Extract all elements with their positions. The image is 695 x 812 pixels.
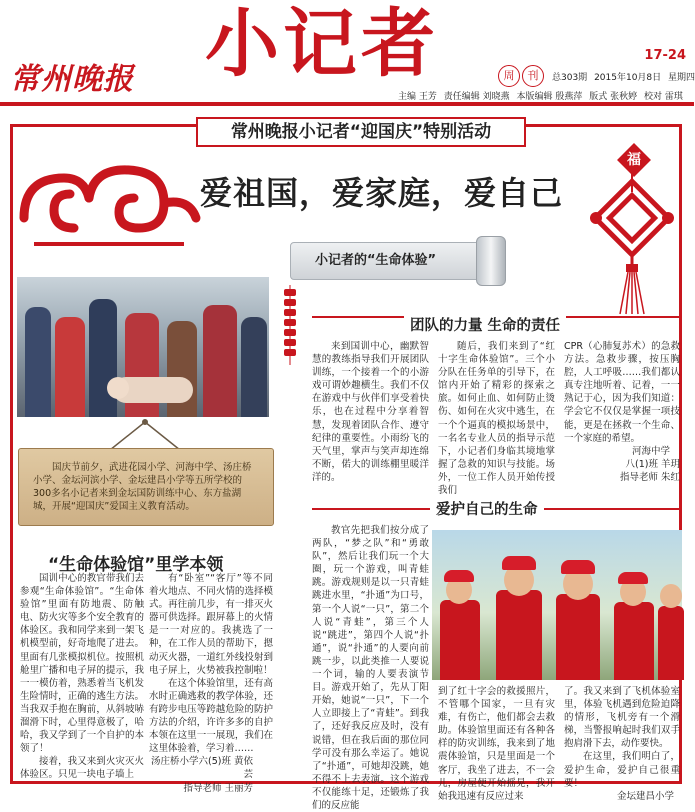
teacher-signature: 指导老师 朱红	[619, 471, 680, 483]
paper-name: 常州晚报	[10, 62, 134, 97]
left-article-column-1	[20, 572, 144, 781]
issue-weekday: 星期四	[668, 73, 695, 83]
firecracker-icon	[282, 285, 298, 365]
paragraph: 来到国训中心，幽默智慧的教练指导我们开展团队训练，一个接着一个的小游戏可谓妙趣横生。我们不仅在游戏中与伙伴们享受着快乐，也在过程中分享着智慧，发现着团队合作、遵守纪律的重要性。小雨纷飞的天气里，掌声与笑声却连绵不断，偌大的训练棚里暖洋洋的。	[312, 341, 429, 483]
self-article-title: 爱护自己的生命	[430, 498, 544, 519]
auspicious-cloud-icon	[14, 148, 204, 258]
paragraph: 在这里，我们明白了，爱护生命，爱护自己很重要！	[564, 751, 680, 789]
weekly-char-kan: 刊	[522, 65, 544, 87]
students-group-photo	[432, 530, 682, 680]
teacher-signature: 指导老师 王丽芳	[183, 782, 253, 794]
left-article-title: “生命体验馆”里学本领	[48, 555, 224, 575]
caption-board: 国庆节前夕，武进花园小学、河海中学、汤庄桥小学、金坛河滨小学、金坛建昌小学等五所学校的300多名小记者来到金坛国防训练中心、东方盐湖城，开展“迎国庆”爱国主义教育活动。	[18, 448, 274, 526]
editor-line	[398, 89, 687, 102]
author-signature: 汤庄桥小学六(5)班 黄依芸	[151, 756, 253, 781]
team-article-column-3	[564, 340, 680, 483]
editor-proof: 校对 雷琪	[644, 92, 683, 102]
paragraph: CPR（心肺复苏术）的急救方法。急救步骤，按压胸腔，人工呼吸……我们都认真专注地听着、记着，一一熟记于心，因为我们知道：学会它不仅仅是掌握一项技能，更是在拯救一个生命、一个家庭的希望。	[564, 341, 680, 444]
weekly-char-zhou: 周	[498, 65, 520, 87]
paragraph: 在这个体验馆里，还有高水时正确逃救的教学体验，还有跨步电压等跨越危险的防护方法的介绍，许许多多的自护本领在这里一一展现，我们在这里体验着，学习着……	[149, 677, 273, 755]
team-article-column-2	[438, 340, 555, 497]
paragraph: 有“卧室”“客厅”等不同着火地点、不同火情的选择模式。再往前几步，有一排灭火器可供选择。跟屏幕上的火情是一一对应的。我挑选了一种，在工作人员的帮助下，摁动灭火器，一道红外线投射到电子屏上，火势被我控制啦！	[149, 573, 273, 676]
issue-line	[548, 70, 695, 83]
masthead-rule	[0, 102, 694, 106]
self-article-column-2	[438, 685, 555, 802]
event-banner: 常州晚报小记者“迎国庆”特别活动	[196, 117, 526, 147]
paragraph: 了。我又来到了飞机体验室里，体验飞机遇到危险迫降的情形，飞机旁有一个滑梯，当警报响起时我们双手抱肩滑下去，动作要快。	[564, 686, 680, 750]
issue-date: 2015年10月8日	[594, 73, 662, 83]
self-article-column-1	[312, 524, 429, 811]
scroll-roll-icon	[476, 236, 506, 286]
editor-layout: 版式 张秋婷	[589, 92, 638, 102]
paragraph: 接着，我又来到火灾灭火体验区。只见一块电子墙上	[20, 756, 144, 781]
cpr-training-photo	[17, 277, 269, 417]
chinese-knot-icon	[590, 146, 674, 316]
issue-number: 总303期	[552, 73, 588, 83]
paragraph: 国训中心的教官带我们去参观“生命体验馆”。“生命体验馆”里面有防地震、防触电、防火灾等多个安全教育的体验区。我和同学来到一架飞机模型前，好奇地爬了进去。里面有几张模拟机位。按照机舱里广播和电子屏的提示，我一一模仿着，熟悉着当飞机发生险情时，正确的逃生方法。当我双手抱在胸前，从斜坡哧溜滑下时，心里得意极了，哈哈，我又学到了一个自护的本领了！	[20, 573, 144, 755]
paragraph: 到了红十字会的救援照片，不管哪个国家，一旦有灾难，有伤亡，他们都会去救助。体验馆里面还有各种各样的防灾训练，我来到了地震体验馆，只是里面是一个客厅，我坐了进去，不一会儿，房屋便开始摇晃，我开始我迅速有反应过来	[438, 686, 555, 802]
main-headline: 爱祖国，爱家庭，爱自己	[200, 174, 564, 212]
editor-responsible: 责任编辑 刘晓燕	[443, 92, 510, 102]
self-article-column-3	[564, 685, 680, 802]
author-signature: 八(1)班 羊玥	[625, 458, 680, 470]
page-range: 17-24	[644, 48, 686, 63]
paragraph: 教官先把我们按分成了两队，“梦之队”和“勇敢队”，然后让我们玩一个大圈，玩一个游戏，叫青蛙跳。游戏规则是以一只青蛙跳进水里，“扑通”为口号，第一个人说“一只”，第二个人说“青蛙”，第三个人说“跳进”，第四个人说“扑通”，说“扑通”的人要向前跳一步，以此类推一人要说一个词，输的人要表演节目。游戏开始了，先从丁阳开始，她说“一只”，下一个人立即接上了“青蛙”。到我了，还好我反应及时，没有说错，但在我后面的那位同学可没有那么幸运了。她说了“扑通”，可她却没跳，她不得不上去表演。这个游戏不仅能练十足，还锻炼了我们的反应能	[312, 525, 429, 811]
left-article-column-2	[149, 572, 273, 794]
editor-page: 本版编辑 殷燕萍	[516, 92, 583, 102]
section-scroll-label: 小记者的“生命体验”	[290, 242, 502, 280]
school-signature: 金坛建昌小学	[616, 790, 674, 802]
section-title: 小记者	[205, 1, 439, 87]
board-string-icon	[100, 418, 190, 450]
team-article-column-1	[312, 340, 429, 483]
paragraph: 随后，我们来到了“红十字生命体验馆”。三个小分队在任务单的引导下，在馆内开始了精彩的探索之旅。如何止血、如何防止烫伤、如何在火灾中逃生，在一个个逼真的模拟场景中，一名名专业人员的指导示范下，小记者们身临其境地掌握了急救的知识与技能。场外，一位工作人员开始传授我们	[438, 341, 555, 497]
fu-ornament: 福	[617, 143, 651, 177]
school-signature: 河海中学	[631, 445, 670, 457]
team-article-title: 团队的力量 生命的责任	[404, 314, 566, 335]
masthead	[0, 0, 694, 104]
editor-chief: 主编 王芳	[398, 92, 437, 102]
